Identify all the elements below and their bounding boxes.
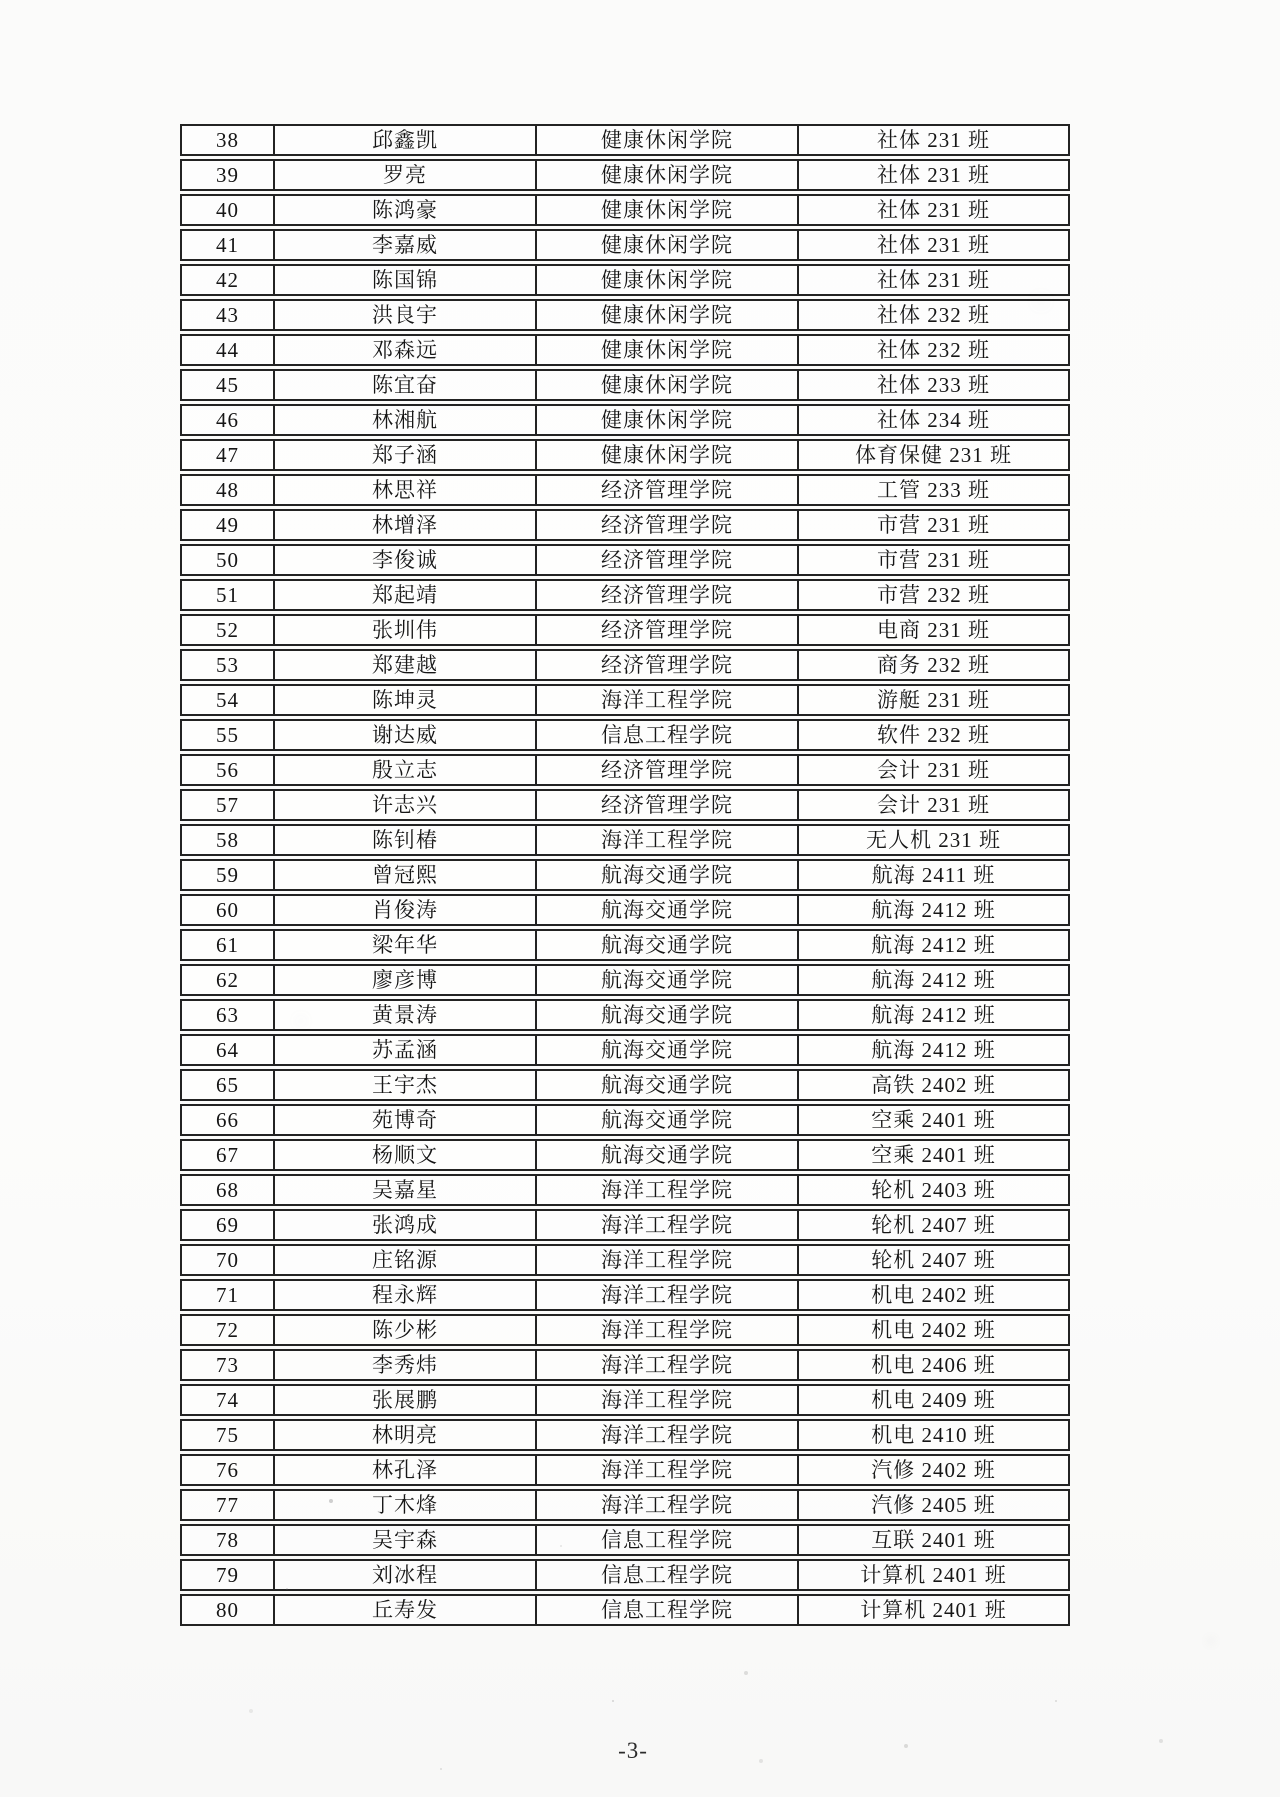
college-cell: 信息工程学院 — [537, 1524, 799, 1556]
college-cell: 经济管理学院 — [537, 509, 799, 541]
row-number-cell: 41 — [180, 229, 275, 261]
table-row — [180, 439, 1070, 471]
row-number-cell: 49 — [180, 509, 275, 541]
row-number-cell: 42 — [180, 264, 275, 296]
student-name-cell: 张圳伟 — [275, 614, 537, 646]
student-name-cell: 陈少彬 — [275, 1314, 537, 1346]
student-name-cell: 林增泽 — [275, 509, 537, 541]
college-cell: 经济管理学院 — [537, 789, 799, 821]
row-number-cell: 74 — [180, 1384, 275, 1416]
student-name-cell: 曾冠熙 — [275, 859, 537, 891]
college-cell: 航海交通学院 — [537, 999, 799, 1031]
row-number-cell: 71 — [180, 1279, 275, 1311]
college-cell: 海洋工程学院 — [537, 1174, 799, 1206]
row-number-cell: 53 — [180, 649, 275, 681]
class-cell: 轮机 2407 班 — [799, 1244, 1070, 1276]
student-name-cell: 谢达威 — [275, 719, 537, 751]
row-number-cell: 43 — [180, 299, 275, 331]
class-cell: 社体 232 班 — [799, 334, 1070, 366]
table-row — [180, 929, 1070, 961]
college-cell: 健康休闲学院 — [537, 229, 799, 261]
college-cell: 海洋工程学院 — [537, 1489, 799, 1521]
scan-noise — [0, 0, 2, 2]
class-cell: 机电 2409 班 — [799, 1384, 1070, 1416]
class-cell: 空乘 2401 班 — [799, 1104, 1070, 1136]
college-cell: 海洋工程学院 — [537, 1349, 799, 1381]
row-number-cell: 65 — [180, 1069, 275, 1101]
table-row — [180, 999, 1070, 1031]
class-cell: 轮机 2403 班 — [799, 1174, 1070, 1206]
row-number-cell: 45 — [180, 369, 275, 401]
college-cell: 航海交通学院 — [537, 859, 799, 891]
row-number-cell: 38 — [180, 124, 275, 156]
student-name-cell: 罗亮 — [275, 159, 537, 191]
class-cell: 社体 234 班 — [799, 404, 1070, 436]
college-cell: 经济管理学院 — [537, 474, 799, 506]
student-name-cell: 杨顺文 — [275, 1139, 537, 1171]
college-cell: 海洋工程学院 — [537, 1279, 799, 1311]
class-cell: 机电 2402 班 — [799, 1314, 1070, 1346]
class-cell: 社体 232 班 — [799, 299, 1070, 331]
class-cell: 航海 2412 班 — [799, 999, 1070, 1031]
class-cell: 市营 232 班 — [799, 579, 1070, 611]
college-cell: 航海交通学院 — [537, 1034, 799, 1066]
page-number: -3- — [618, 1738, 648, 1763]
college-cell: 健康休闲学院 — [537, 264, 799, 296]
table-row — [180, 229, 1070, 261]
row-number-cell: 66 — [180, 1104, 275, 1136]
table-row — [180, 964, 1070, 996]
college-cell: 健康休闲学院 — [537, 194, 799, 226]
class-cell: 体育保健 231 班 — [799, 439, 1070, 471]
table-row — [180, 614, 1070, 646]
student-name-cell: 黄景涛 — [275, 999, 537, 1031]
row-number-cell: 47 — [180, 439, 275, 471]
student-name-cell: 陈钊椿 — [275, 824, 537, 856]
college-cell: 经济管理学院 — [537, 754, 799, 786]
student-name-cell: 郑子涵 — [275, 439, 537, 471]
student-name-cell: 廖彦博 — [275, 964, 537, 996]
student-name-cell: 程永辉 — [275, 1279, 537, 1311]
table-row — [180, 1559, 1070, 1591]
row-number-cell: 54 — [180, 684, 275, 716]
college-cell: 经济管理学院 — [537, 649, 799, 681]
table-row — [180, 1489, 1070, 1521]
table-row — [180, 1524, 1070, 1556]
row-number-cell: 48 — [180, 474, 275, 506]
row-number-cell: 51 — [180, 579, 275, 611]
class-cell: 社体 231 班 — [799, 159, 1070, 191]
college-cell: 健康休闲学院 — [537, 124, 799, 156]
class-cell: 无人机 231 班 — [799, 824, 1070, 856]
table-row — [180, 859, 1070, 891]
table-row — [180, 1104, 1070, 1136]
table-row — [180, 544, 1070, 576]
row-number-cell: 68 — [180, 1174, 275, 1206]
table-row — [180, 824, 1070, 856]
college-cell: 海洋工程学院 — [537, 1384, 799, 1416]
table-row — [180, 194, 1070, 226]
row-number-cell: 67 — [180, 1139, 275, 1171]
student-roster-table — [180, 121, 1070, 1629]
class-cell: 会计 231 班 — [799, 754, 1070, 786]
student-name-cell: 丘寿发 — [275, 1594, 537, 1626]
student-name-cell: 殷立志 — [275, 754, 537, 786]
student-name-cell: 李俊诚 — [275, 544, 537, 576]
table-row — [180, 474, 1070, 506]
student-name-cell: 邱鑫凯 — [275, 124, 537, 156]
row-number-cell: 39 — [180, 159, 275, 191]
table-row — [180, 754, 1070, 786]
class-cell: 汽修 2405 班 — [799, 1489, 1070, 1521]
college-cell: 海洋工程学院 — [537, 1244, 799, 1276]
college-cell: 海洋工程学院 — [537, 684, 799, 716]
student-name-cell: 林思祥 — [275, 474, 537, 506]
table-row — [180, 1244, 1070, 1276]
student-name-cell: 王宇杰 — [275, 1069, 537, 1101]
student-name-cell: 陈宜奋 — [275, 369, 537, 401]
student-name-cell: 李秀炜 — [275, 1349, 537, 1381]
class-cell: 高铁 2402 班 — [799, 1069, 1070, 1101]
class-cell: 汽修 2402 班 — [799, 1454, 1070, 1486]
row-number-cell: 62 — [180, 964, 275, 996]
class-cell: 互联 2401 班 — [799, 1524, 1070, 1556]
student-name-cell: 林明亮 — [275, 1419, 537, 1451]
table-row — [180, 1314, 1070, 1346]
student-name-cell: 张鸿成 — [275, 1209, 537, 1241]
student-name-cell: 刘冰程 — [275, 1559, 537, 1591]
class-cell: 航海 2412 班 — [799, 894, 1070, 926]
row-number-cell: 61 — [180, 929, 275, 961]
college-cell: 海洋工程学院 — [537, 1419, 799, 1451]
college-cell: 健康休闲学院 — [537, 439, 799, 471]
student-name-cell: 郑起靖 — [275, 579, 537, 611]
college-cell: 航海交通学院 — [537, 964, 799, 996]
student-name-cell: 吴嘉星 — [275, 1174, 537, 1206]
class-cell: 航海 2412 班 — [799, 1034, 1070, 1066]
table-row — [180, 509, 1070, 541]
row-number-cell: 69 — [180, 1209, 275, 1241]
student-name-cell: 苏孟涵 — [275, 1034, 537, 1066]
table-row — [180, 1419, 1070, 1451]
class-cell: 社体 231 班 — [799, 264, 1070, 296]
row-number-cell: 80 — [180, 1594, 275, 1626]
row-number-cell: 46 — [180, 404, 275, 436]
college-cell: 航海交通学院 — [537, 1069, 799, 1101]
class-cell: 航海 2412 班 — [799, 964, 1070, 996]
class-cell: 游艇 231 班 — [799, 684, 1070, 716]
table-row — [180, 299, 1070, 331]
class-cell: 社体 231 班 — [799, 194, 1070, 226]
college-cell: 航海交通学院 — [537, 929, 799, 961]
student-name-cell: 陈鸿豪 — [275, 194, 537, 226]
table-row — [180, 789, 1070, 821]
college-cell: 航海交通学院 — [537, 894, 799, 926]
college-cell: 健康休闲学院 — [537, 369, 799, 401]
class-cell: 电商 231 班 — [799, 614, 1070, 646]
college-cell: 经济管理学院 — [537, 614, 799, 646]
class-cell: 软件 232 班 — [799, 719, 1070, 751]
student-name-cell: 李嘉威 — [275, 229, 537, 261]
student-name-cell: 苑博奇 — [275, 1104, 537, 1136]
table-row — [180, 1174, 1070, 1206]
college-cell: 健康休闲学院 — [537, 404, 799, 436]
row-number-cell: 78 — [180, 1524, 275, 1556]
college-cell: 海洋工程学院 — [537, 824, 799, 856]
college-cell: 经济管理学院 — [537, 579, 799, 611]
student-name-cell: 吴宇森 — [275, 1524, 537, 1556]
table-row — [180, 1454, 1070, 1486]
table-row — [180, 1349, 1070, 1381]
row-number-cell: 57 — [180, 789, 275, 821]
college-cell: 海洋工程学院 — [537, 1454, 799, 1486]
college-cell: 信息工程学院 — [537, 1594, 799, 1626]
table-row — [180, 1209, 1070, 1241]
table-row — [180, 1139, 1070, 1171]
college-cell: 健康休闲学院 — [537, 159, 799, 191]
student-name-cell: 丁木烽 — [275, 1489, 537, 1521]
college-cell: 海洋工程学院 — [537, 1314, 799, 1346]
row-number-cell: 70 — [180, 1244, 275, 1276]
table-row — [180, 894, 1070, 926]
class-cell: 轮机 2407 班 — [799, 1209, 1070, 1241]
student-name-cell: 邓森远 — [275, 334, 537, 366]
class-cell: 工管 233 班 — [799, 474, 1070, 506]
student-name-cell: 郑建越 — [275, 649, 537, 681]
student-name-cell: 肖俊涛 — [275, 894, 537, 926]
student-name-cell: 林湘航 — [275, 404, 537, 436]
row-number-cell: 63 — [180, 999, 275, 1031]
student-name-cell: 陈国锦 — [275, 264, 537, 296]
student-name-cell: 林孔泽 — [275, 1454, 537, 1486]
college-cell: 信息工程学院 — [537, 719, 799, 751]
row-number-cell: 76 — [180, 1454, 275, 1486]
table-row — [180, 1594, 1070, 1626]
college-cell: 航海交通学院 — [537, 1104, 799, 1136]
table-row — [180, 719, 1070, 751]
row-number-cell: 72 — [180, 1314, 275, 1346]
table-row — [180, 404, 1070, 436]
table-row — [180, 159, 1070, 191]
student-name-cell: 梁年华 — [275, 929, 537, 961]
row-number-cell: 40 — [180, 194, 275, 226]
row-number-cell: 79 — [180, 1559, 275, 1591]
row-number-cell: 73 — [180, 1349, 275, 1381]
table-row — [180, 369, 1070, 401]
class-cell: 社体 233 班 — [799, 369, 1070, 401]
row-number-cell: 58 — [180, 824, 275, 856]
class-cell: 机电 2406 班 — [799, 1349, 1070, 1381]
class-cell: 商务 232 班 — [799, 649, 1070, 681]
table-row — [180, 264, 1070, 296]
class-cell: 社体 231 班 — [799, 124, 1070, 156]
college-cell: 健康休闲学院 — [537, 334, 799, 366]
table-row — [180, 334, 1070, 366]
college-cell: 经济管理学院 — [537, 544, 799, 576]
class-cell: 市营 231 班 — [799, 509, 1070, 541]
student-name-cell: 张展鹏 — [275, 1384, 537, 1416]
row-number-cell: 44 — [180, 334, 275, 366]
table-row — [180, 684, 1070, 716]
row-number-cell: 52 — [180, 614, 275, 646]
table-row — [180, 579, 1070, 611]
college-cell: 航海交通学院 — [537, 1139, 799, 1171]
class-cell: 会计 231 班 — [799, 789, 1070, 821]
table-row — [180, 124, 1070, 156]
row-number-cell: 59 — [180, 859, 275, 891]
roster-table-body — [180, 124, 1070, 1626]
table-row — [180, 649, 1070, 681]
college-cell: 健康休闲学院 — [537, 299, 799, 331]
class-cell: 机电 2402 班 — [799, 1279, 1070, 1311]
table-row — [180, 1384, 1070, 1416]
student-name-cell: 陈坤灵 — [275, 684, 537, 716]
college-cell: 信息工程学院 — [537, 1559, 799, 1591]
student-name-cell: 洪良宇 — [275, 299, 537, 331]
class-cell: 航海 2412 班 — [799, 929, 1070, 961]
table-row — [180, 1279, 1070, 1311]
row-number-cell: 77 — [180, 1489, 275, 1521]
class-cell: 计算机 2401 班 — [799, 1594, 1070, 1626]
table-row — [180, 1034, 1070, 1066]
row-number-cell: 55 — [180, 719, 275, 751]
class-cell: 计算机 2401 班 — [799, 1559, 1070, 1591]
table-row — [180, 1069, 1070, 1101]
student-name-cell: 庄铭源 — [275, 1244, 537, 1276]
college-cell: 海洋工程学院 — [537, 1209, 799, 1241]
row-number-cell: 60 — [180, 894, 275, 926]
row-number-cell: 64 — [180, 1034, 275, 1066]
class-cell: 航海 2411 班 — [799, 859, 1070, 891]
student-name-cell: 许志兴 — [275, 789, 537, 821]
class-cell: 空乘 2401 班 — [799, 1139, 1070, 1171]
class-cell: 机电 2410 班 — [799, 1419, 1070, 1451]
class-cell: 社体 231 班 — [799, 229, 1070, 261]
row-number-cell: 56 — [180, 754, 275, 786]
class-cell: 市营 231 班 — [799, 544, 1070, 576]
row-number-cell: 75 — [180, 1419, 275, 1451]
row-number-cell: 50 — [180, 544, 275, 576]
